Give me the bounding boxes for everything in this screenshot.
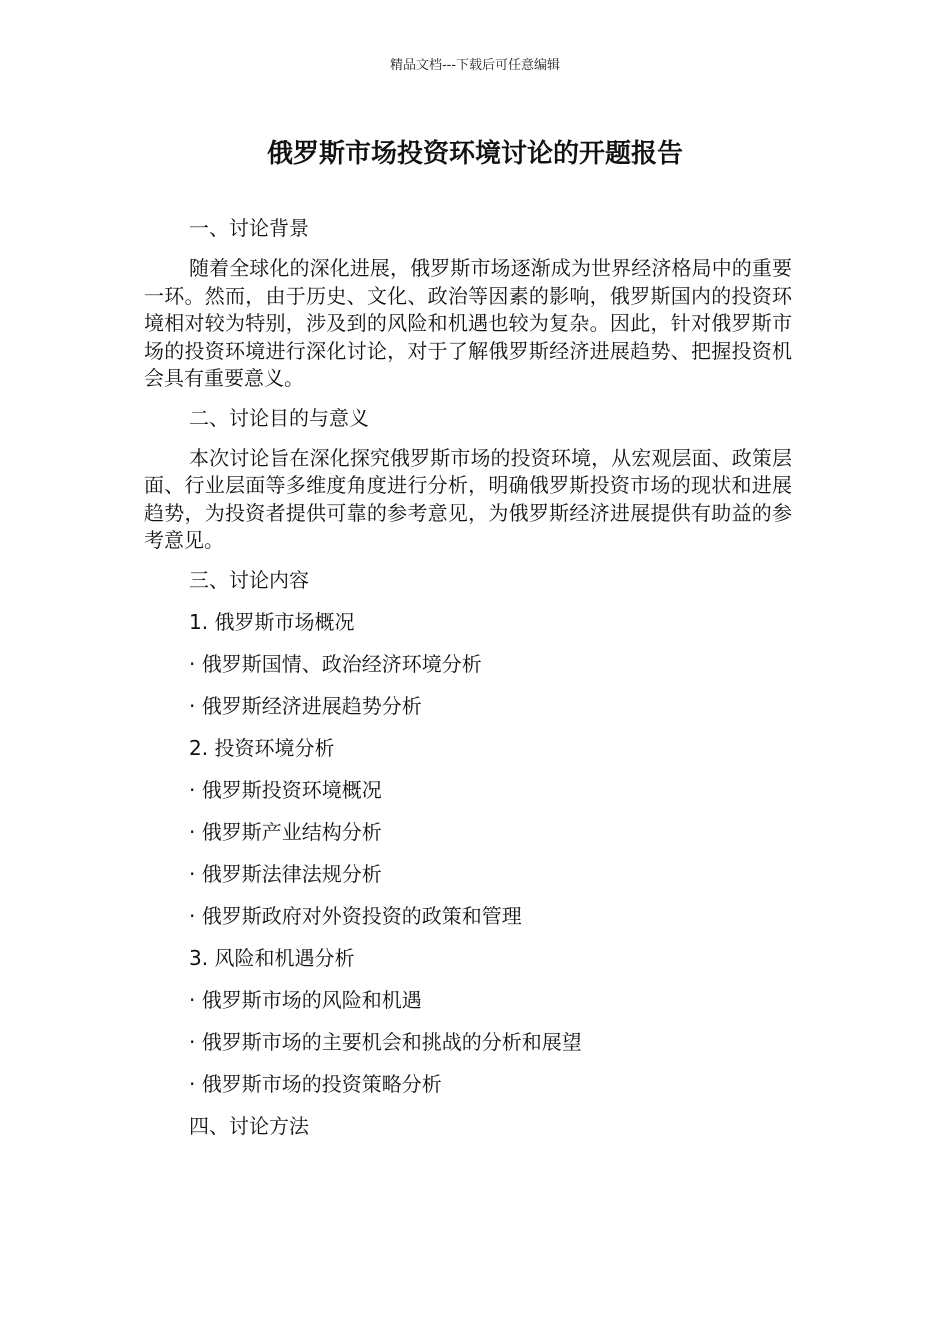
page-header: 精品文档---下载后可任意编辑 [389,58,561,73]
document-title: 俄罗斯市场投资环境讨论的开题报告 [266,139,683,169]
section-heading-purpose: 二、讨论目的与意义 [189,405,369,430]
list-item: · 俄罗斯产业结构分析 [189,819,382,844]
list-item: · 俄罗斯国情、政治经济环境分析 [189,651,482,676]
paragraph-background: 随着全球化的深化进展，俄罗斯市场逐渐成为世界经济格局中的重要一环。然而，由于历史、文化、政治等因素的影响，俄罗斯国内的投资环境相对较为特别，涉及到的风险和机遇也较为复杂。因此，针对俄罗斯市场的投资环境进行深化讨论，对于了解俄罗斯经济进展趋势、把握投资机会具有重要意义。 [144,256,792,390]
list-item: · 俄罗斯投资环境概况 [189,777,382,802]
section-heading-background: 一、讨论背景 [189,216,309,240]
list-item: · 俄罗斯政府对外资投资的政策和管理 [189,903,522,928]
list-item: · 俄罗斯市场的风险和机遇 [189,987,422,1012]
list-item: 3. 风险和机遇分析 [189,945,355,970]
list-item: 2. 投资环境分析 [189,735,335,760]
list-item: · 俄罗斯市场的投资策略分析 [189,1071,442,1096]
section-heading-content: 三、讨论内容 [189,567,309,592]
list-item: 1. 俄罗斯市场概况 [189,609,355,634]
document-body [144,213,792,1153]
list-item: · 俄罗斯法律法规分析 [189,861,382,886]
paragraph-purpose: 本次讨论旨在深化探究俄罗斯市场的投资环境，从宏观层面、政策层面、行业层面等多维度角度进行分析，明确俄罗斯投资市场的现状和进展趋势，为投资者提供可靠的参考意见，为俄罗斯经济进展提供有助益的参考意见。 [144,445,792,552]
section-heading-method: 四、讨论方法 [189,1113,309,1138]
list-item: · 俄罗斯经济进展趋势分析 [189,693,422,718]
list-item: · 俄罗斯市场的主要机会和挑战的分析和展望 [189,1029,582,1054]
